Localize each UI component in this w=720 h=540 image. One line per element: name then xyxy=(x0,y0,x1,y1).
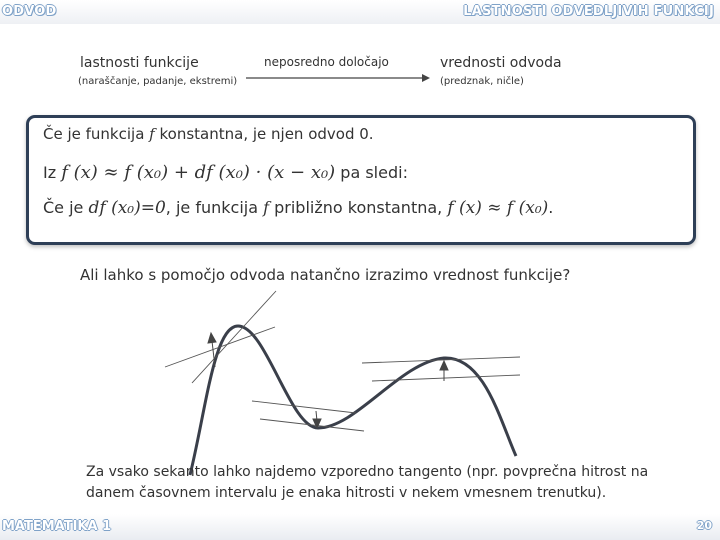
box-line-3-end: . xyxy=(548,198,554,217)
tangent-line-2 xyxy=(260,419,364,431)
concept-right-title: vrednosti odvoda xyxy=(440,55,562,71)
concept-right-subtitle: (predznak, ničle) xyxy=(440,76,524,87)
box-line-2-suffix: pa sledi: xyxy=(335,163,408,182)
footer-course-title: MATEMATIKA 1 xyxy=(2,519,112,534)
caption-text: Za vsako sekanto lahko najdemo vzporedno tangento (npr. povprečna hitrost na danem časovnem intervalu je enaka hitrosti v nekem vmesnem trenutku). xyxy=(86,464,649,501)
question-text: Ali lahko s pomočjo odvoda natančno izrazimo vrednost funkcije? xyxy=(80,266,571,284)
secant-line-2 xyxy=(252,401,356,413)
header-slide-title: LASTNOSTI ODVEDLJIVIH FUNKCIJ xyxy=(463,4,714,19)
approx-constant-formula: f (x) ≈ f (x₀) xyxy=(447,198,549,218)
zero-differential-condition: df (x₀)=0 xyxy=(88,198,166,218)
box-line-3-mid2: približno konstantna, xyxy=(269,198,448,217)
box-line-3-prefix: Če je xyxy=(43,198,89,217)
box-line-1-suffix: konstantna, je njen odvod 0. xyxy=(154,125,374,143)
page-number: 20 xyxy=(696,519,712,532)
box-line-1-prefix: Če je funkcija xyxy=(43,125,150,143)
secant-line-1 xyxy=(192,291,276,383)
header-section-title: ODVOD xyxy=(2,4,57,19)
box-line-2-prefix: Iz xyxy=(43,163,62,182)
f-symbol: f xyxy=(263,198,270,217)
f-symbol: f xyxy=(149,125,155,143)
concept-arrow-label: neposredno določajo xyxy=(264,55,389,69)
concept-left-title: lastnosti funkcije xyxy=(80,55,199,71)
box-line-3-mid: , je funkcija xyxy=(165,198,264,217)
linear-approx-formula: f (x) ≈ f (x₀) + df (x₀) · (x − x₀) xyxy=(61,162,336,183)
concept-left-subtitle: (naraščanje, padanje, ekstremi) xyxy=(78,76,238,87)
function-curve xyxy=(190,326,516,475)
secant-line-3 xyxy=(372,375,520,381)
tangent-line-1 xyxy=(165,327,275,367)
